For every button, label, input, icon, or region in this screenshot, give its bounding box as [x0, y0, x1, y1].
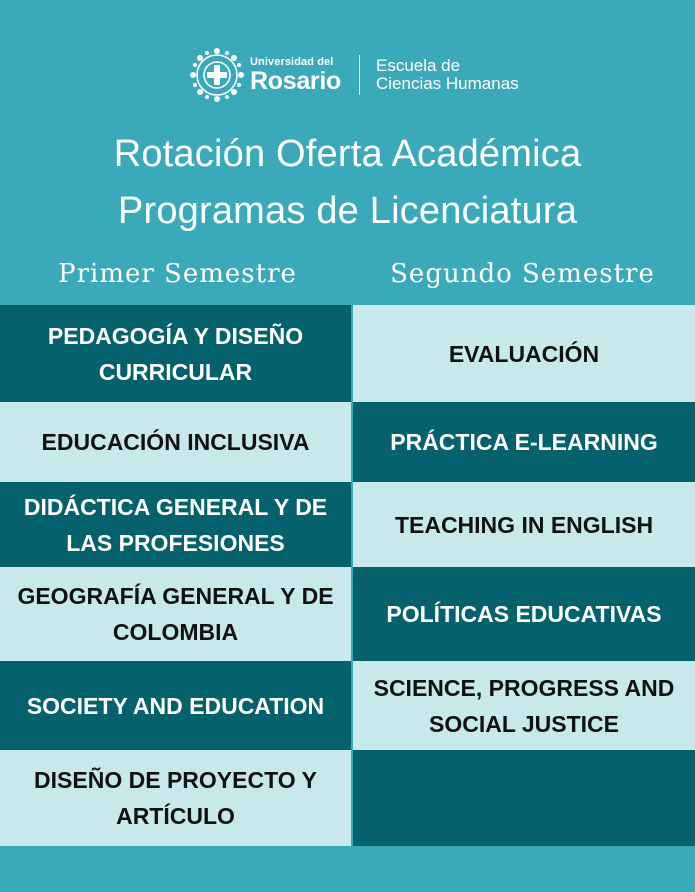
university-name-main: Rosario	[250, 66, 341, 95]
course-line: SOCIETY AND EDUCATION	[26, 692, 325, 719]
course-cell-second-3	[353, 482, 695, 567]
university-name-top: Universidad del	[250, 55, 334, 68]
course-line: PEDAGOGÍA Y DISEÑO	[47, 322, 304, 349]
school-name-line2: Ciencias Humanas	[375, 74, 519, 93]
course-line: DISEÑO DE PROYECTO Y	[34, 767, 317, 793]
course-cell-second-5	[353, 661, 695, 750]
course-cell-first-6	[0, 750, 351, 846]
rosario-seal-icon	[188, 46, 246, 104]
university-logo	[188, 46, 519, 104]
course-line: ARTÍCULO	[116, 803, 235, 829]
course-line: CURRICULAR	[98, 358, 253, 385]
course-line: GEOGRAFÍA GENERAL Y DE	[17, 583, 334, 609]
course-cell-second-1	[353, 305, 695, 402]
course-cell-first-1	[0, 305, 351, 402]
school-name-line1: Escuela de	[375, 56, 461, 75]
course-line: TEACHING IN ENGLISH	[394, 511, 654, 538]
column-header-second-semester: Segundo Semestre	[390, 259, 655, 289]
course-cell-second-4	[353, 567, 695, 661]
course-line: SOCIAL JUSTICE	[428, 710, 619, 737]
logo-divider	[359, 55, 360, 95]
page-title-line2: Programas de Licenciatura	[117, 190, 578, 232]
course-line: LAS PROFESIONES	[66, 529, 285, 556]
course-line: SCIENCE, PROGRESS AND	[373, 674, 675, 701]
course-line: EVALUACIÓN	[448, 340, 600, 367]
course-cell-first-4	[0, 567, 351, 661]
column-header-first-semester: Primer Semestre	[58, 259, 297, 289]
course-line: POLÍTICAS EDUCATIVAS	[386, 601, 662, 627]
course-line: COLOMBIA	[112, 619, 239, 645]
bottom-strip	[0, 846, 695, 892]
course-cell-second-6-empty	[353, 750, 695, 846]
course-cell-second-2	[353, 402, 695, 482]
course-cell-first-3	[0, 482, 351, 567]
course-cell-first-2	[0, 402, 351, 482]
course-line: PRÁCTICA E-LEARNING	[390, 429, 658, 455]
page-title-line1: Rotación Oferta Académica	[113, 133, 582, 175]
course-cell-first-5	[0, 661, 351, 750]
course-line: DIDÁCTICA GENERAL Y DE	[23, 493, 328, 520]
course-line: EDUCACIÓN INCLUSIVA	[41, 429, 310, 455]
